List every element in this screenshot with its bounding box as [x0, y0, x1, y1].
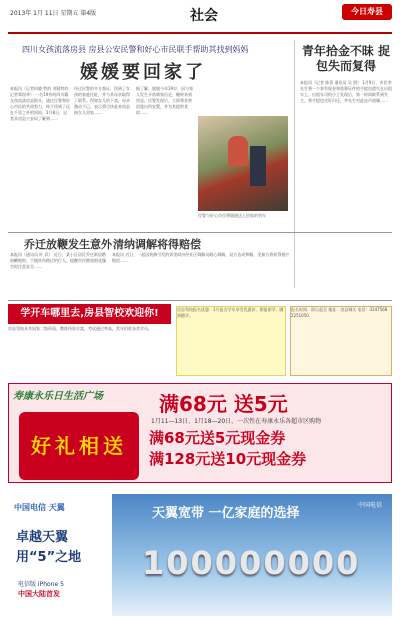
story-kicker: 四川女孩流落房县 房县公安民警和好心市民联手帮助其找到妈妈 — [22, 45, 249, 54]
section-divider — [8, 232, 392, 233]
broadband-slogan: 天翼宽带 一亿家庭的选择 — [152, 506, 300, 521]
plaza-brand: 寿康永乐日生活广场 — [13, 391, 103, 402]
school-banner: 学开车哪里去,房县智校欢迎你! — [8, 304, 171, 324]
right-story-body: 本报讯（记者 陈蓓 通讯员 吴 照） 1月9日，市民李先生将一个装有现金和重要证件的手提包遗失在出租车上。出租车司机小王发现后，第一时间联系到失主，将手提包完好归还，李先生对此连声道谢…… — [300, 80, 392, 103]
lower-mid-body: 本报讯 近日，一起因装修引发的邻里纠纷经社区调解员耐心调解，双方达成和解，受损方将获得相应赔偿…… — [112, 252, 290, 263]
promo-dates: 1月11—13日、1月18—20日，一次性在寿康永乐各超市区购物 — [151, 418, 322, 425]
shopping-plaza-ad — [8, 383, 392, 483]
telecom-slogan-2: 用“5”之地 — [16, 550, 82, 565]
school-offer-box: 房县驾校报名优惠：1月报名学车享受优惠价，即报即学，随到随学。 — [176, 306, 286, 376]
promo-title: 满68元 送5元 — [159, 392, 288, 416]
section-title: 社会 — [190, 8, 218, 24]
column-divider — [294, 40, 295, 288]
school-contact-box: 报名时间：即日起至 地址：房县城关 电话：3247568 2251050 — [290, 306, 392, 376]
lower-mid-headline: 清纳调解将得赔偿 — [113, 238, 201, 251]
story-column-3: 据了解，媛媛今年19岁，因与家人发生矛盾离家出走，辗转来到房县。民警发现后，立即将其带回派出所安置，并为其提供食宿…… — [136, 86, 194, 115]
page-header — [8, 4, 392, 34]
news-photo — [198, 116, 288, 211]
telecom-logo: 中国电信 天翼 — [14, 503, 65, 512]
promo-line-2: 满128元送10元现金券 — [149, 450, 307, 468]
telecom-ad — [8, 494, 108, 614]
gift-badge: 好礼相送 — [19, 412, 139, 480]
issue-date: 2013年 1月 11日 星期五 第4版 — [10, 10, 97, 17]
promo-line-1: 满68元送5元现金券 — [149, 429, 286, 447]
story-column-2: 经过民警的多方查证，找到了女孩的家庭住址，并与其母亲取得了联系。得知女儿的下落，母亲激动不已，表示将尽快赶来房县接女儿回家…… — [74, 86, 130, 115]
school-ad-text: 房县驾校具有国家二级资质，教练经验丰富，考试通过率高，常年招收各类学员。 — [8, 326, 152, 331]
broadband-ad — [112, 494, 392, 616]
telecom-slogan-1: 卓越天翼 — [16, 530, 69, 545]
telecom-note: 中国大陆首发 — [18, 590, 60, 598]
lower-left-headline: 乔迁放鞭发生意外 — [24, 238, 112, 251]
driving-school-ad — [8, 304, 392, 376]
broadband-corner-logo: 中国电信 — [357, 502, 382, 509]
lower-left-body: 本报讯（通讯员 叶 武） 近日，某小区居民乔迁新居燃放鞭炮时，不慎炸伤路过的行人。提醒市民燃放烟花爆竹时注意安全…… — [10, 252, 106, 269]
telecom-model: 电信版 iPhone 5 — [18, 581, 64, 588]
story-headline: 媛媛要回家了 — [80, 62, 206, 83]
right-story-headline: 青年拾金不昧 捉包失而复得 — [301, 44, 391, 73]
broadband-number: 100000000 — [142, 544, 361, 582]
photo-caption: 民警与好心市民将媛媛送上回家的列车 — [198, 213, 266, 218]
masthead-logo: 今日寿县 — [342, 4, 392, 20]
story-column-1: 本报讯（记者何晓 特约 刘莉特约记者郑国华） 一名19岁的四川籍女孩流落房县街头，通过民警和好心市民的共同努力，终于找到了远在千里之外的妈妈。1月8日，记者从房县公安局了解到…… — [10, 86, 70, 121]
ad-divider — [8, 300, 392, 301]
